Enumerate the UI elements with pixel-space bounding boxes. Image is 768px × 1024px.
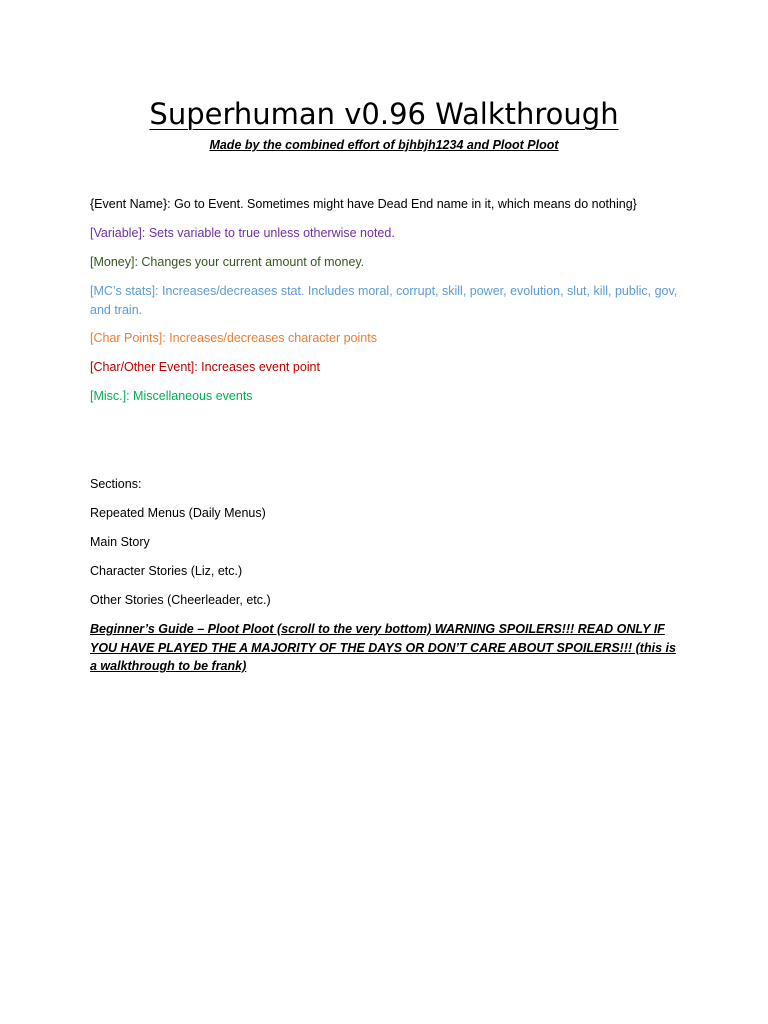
document-title: Superhuman v0.96 Walkthrough	[149, 97, 619, 131]
legend-variable: [Variable]: Sets variable to true unless otherwise noted.	[90, 226, 395, 240]
legend-misc: [Misc.]: Miscellaneous events	[90, 389, 253, 403]
legend-char-points: [Char Points]: Increases/decreases character points	[90, 331, 377, 345]
beginners-guide-warning: Beginner’s Guide – Ploot Ploot (scroll to the very bottom) WARNING SPOILERS!!! READ ONLY IF YOU HAVE PLAYED THE A MAJORITY OF THE DAYS OR DON’T CARE ABOUT SPOILERS!!! (this is a walkthrough to be frank)	[90, 622, 676, 673]
sections-heading: Sections:	[90, 477, 142, 491]
section-item-other-stories: Other Stories (Cheerleader, etc.)	[90, 593, 271, 607]
section-item-main-story: Main Story	[90, 535, 150, 549]
legend-char-other-event: [Char/Other Event]: Increases event point	[90, 360, 320, 374]
document-subtitle: Made by the combined effort of bjhbjh1234 and Ploot Ploot	[209, 138, 559, 152]
section-item-character-stories: Character Stories (Liz, etc.)	[90, 564, 243, 578]
section-item-repeated-menus: Repeated Menus (Daily Menus)	[90, 506, 266, 520]
legend-mc-stats: [MC’s stats]: Increases/decreases stat. Includes moral, corrupt, skill, power, evolution, slut, kill, public, gov, and train.	[90, 284, 678, 317]
legend-event-name: {Event Name}: Go to Event. Sometimes might have Dead End name in it, which means do nothing}	[90, 197, 637, 211]
legend-money: [Money]: Changes your current amount of money.	[90, 255, 365, 269]
